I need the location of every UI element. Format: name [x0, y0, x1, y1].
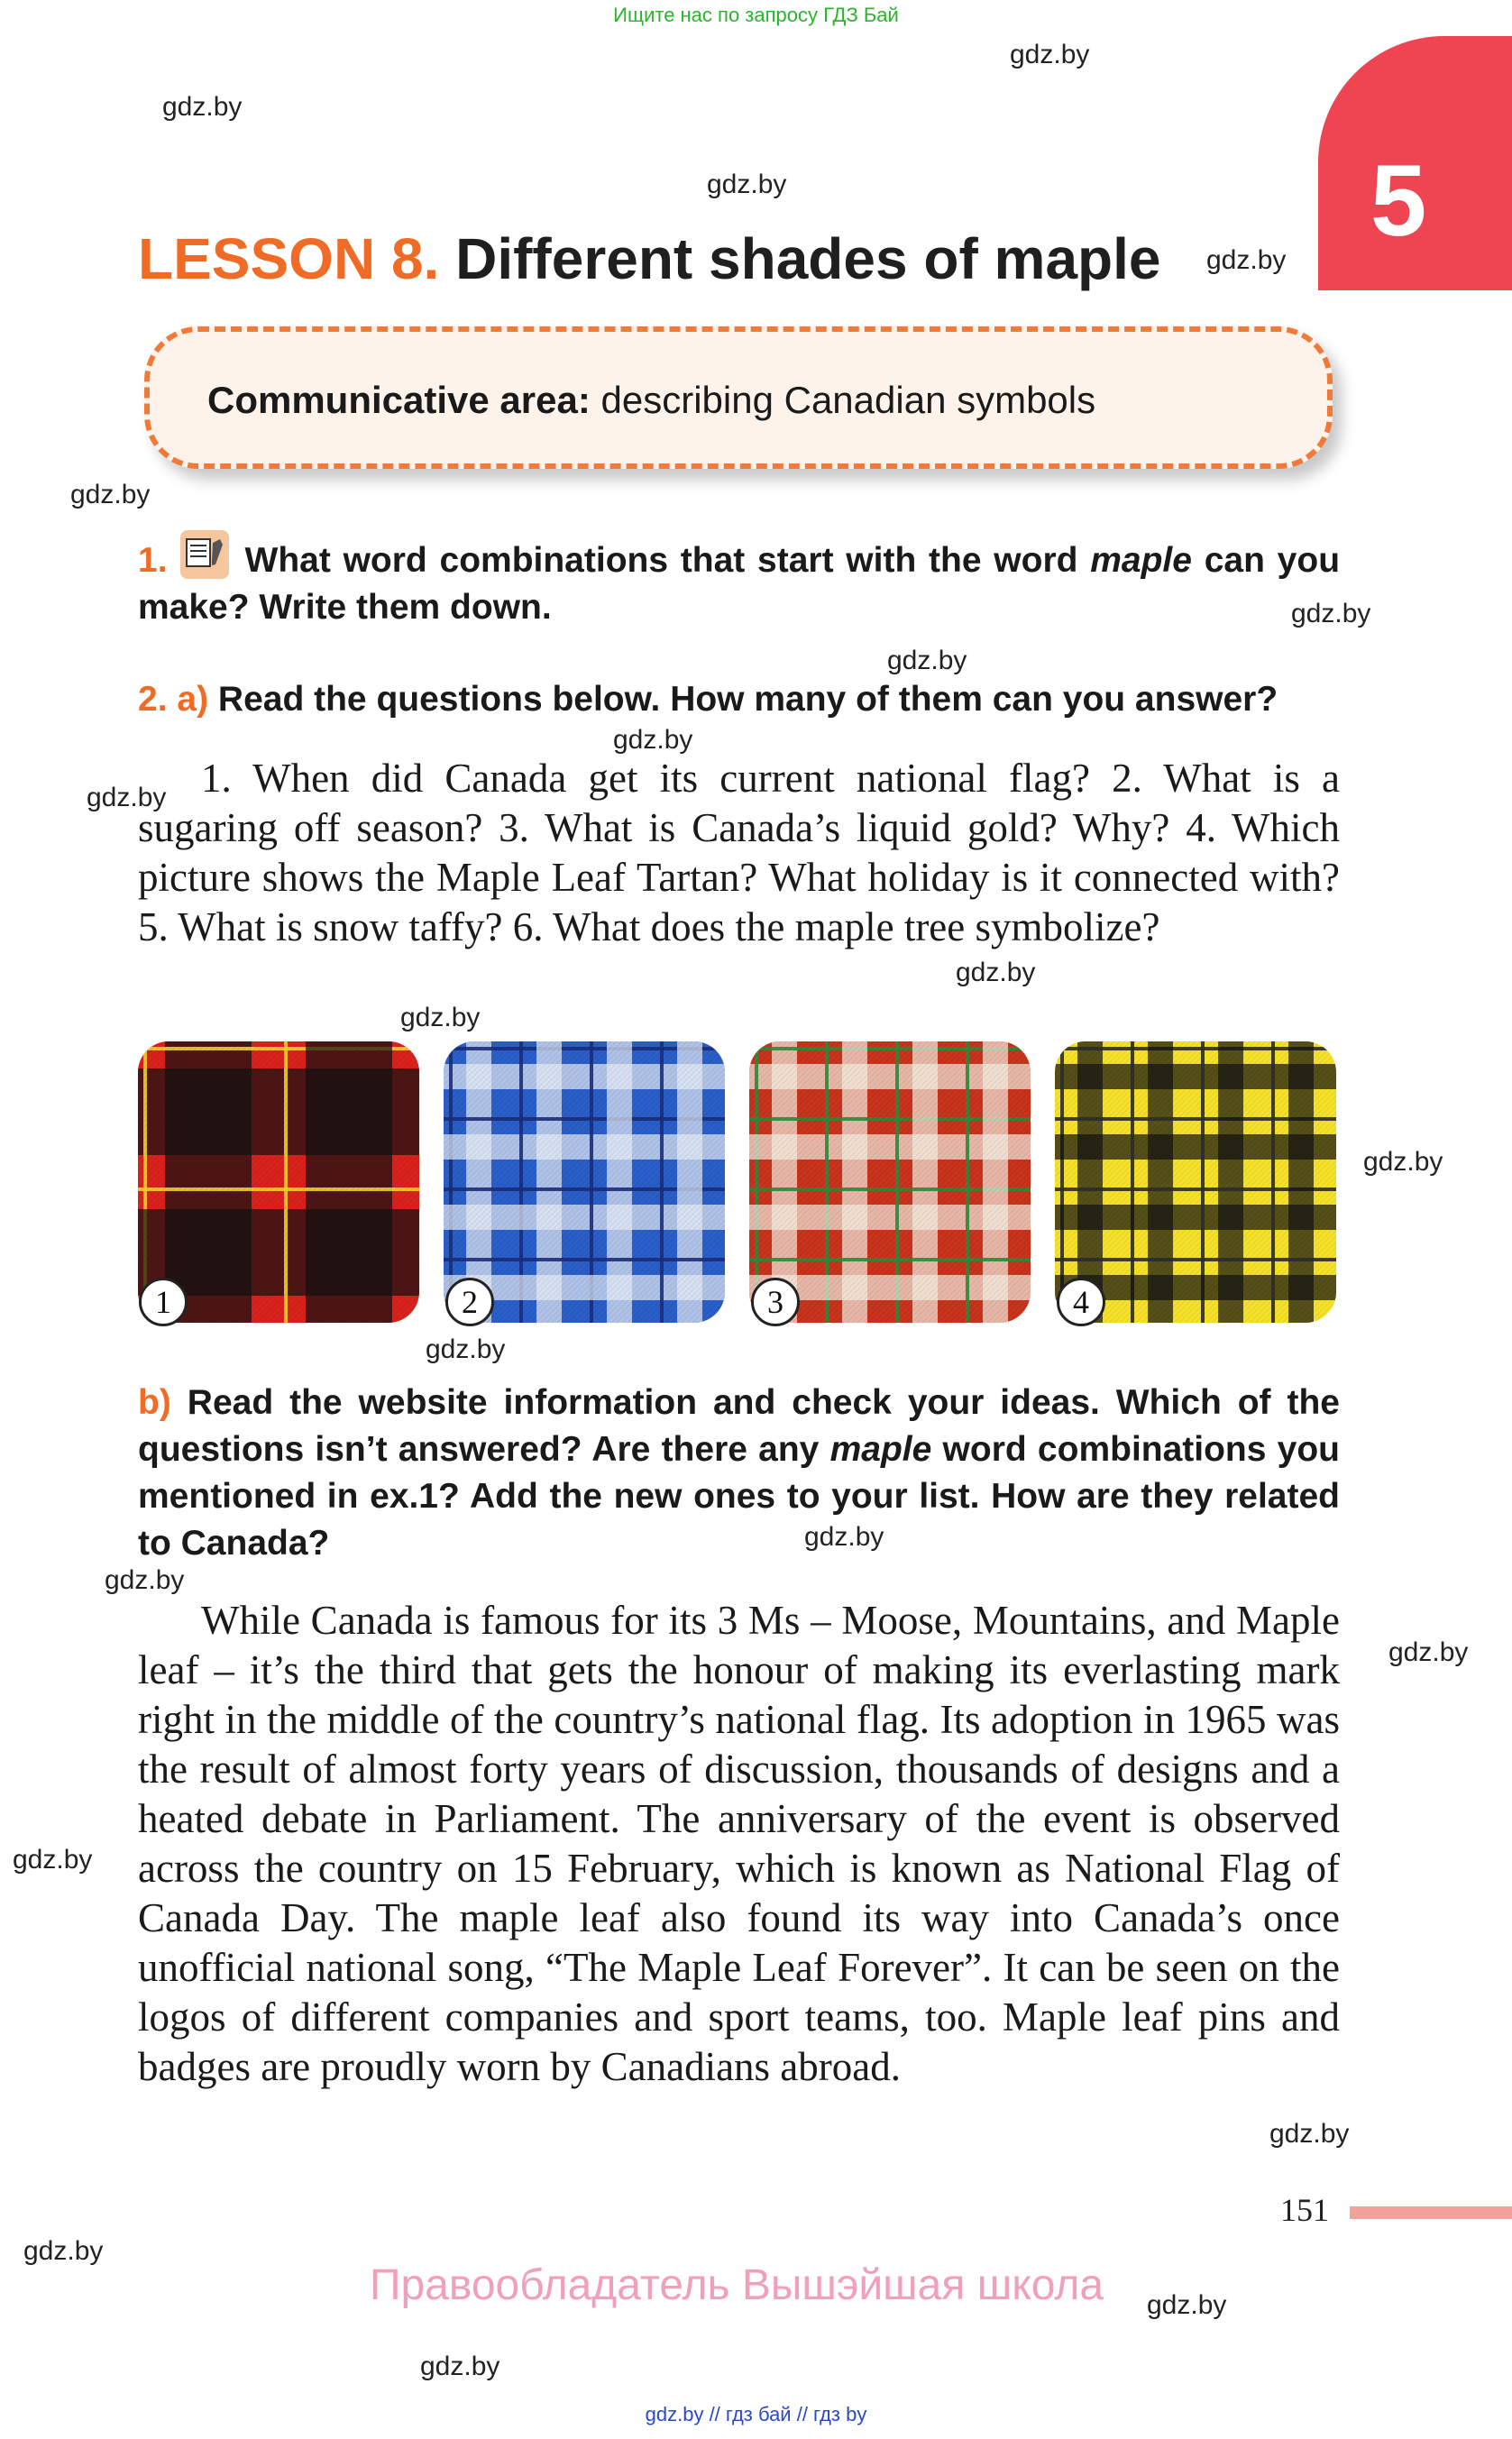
task-1: [138, 530, 1340, 631]
tartan-1-label: 1: [139, 1278, 188, 1326]
watermark: gdz.by: [804, 1522, 884, 1552]
watermark: gdz.by: [1010, 40, 1090, 69]
task-1-text-after: can you make? Write them down.: [138, 541, 1341, 627]
tartan-2-label: 2: [445, 1278, 494, 1326]
tartan-4-label: 4: [1057, 1278, 1105, 1326]
lesson-number: LESSON 8.: [138, 226, 440, 291]
lesson-title: [138, 225, 1161, 292]
watermark: gdz.by: [426, 1334, 506, 1364]
top-banner[interactable]: Ищите нас по запросу ГДЗ Бай: [613, 4, 899, 26]
lesson-heading: Different shades of maple: [455, 226, 1161, 291]
task-2a-text: Read the questions below. How many of them can you answer?: [217, 680, 1278, 719]
tartan-1-image: [138, 1041, 419, 1323]
task-2b-text-before: Read the website information and check your ideas. Which of the questions isn’t answered? Are there any: [138, 1383, 1340, 1469]
watermark: gdz.by: [87, 783, 167, 812]
task-2b: [138, 1380, 1340, 1567]
page-number-bar: [1350, 2206, 1512, 2219]
task-2-number: 2.: [138, 680, 168, 719]
communicative-area: [207, 379, 1095, 422]
watermark: gdz.by: [13, 1845, 93, 1875]
task-2b-text-after: word combinations you mentioned in ex.1? Add the new ones to your list. How are they related to Canada?: [138, 1430, 1341, 1563]
tartan-3-image: [749, 1041, 1031, 1323]
watermark: gdz.by: [613, 725, 693, 755]
task-2a: [138, 676, 1340, 723]
watermark: gdz.by: [105, 1565, 185, 1595]
watermark: gdz.by: [400, 1003, 481, 1032]
watermark: gdz.by: [23, 2236, 104, 2266]
task-2b-keyword: maple: [829, 1430, 932, 1469]
watermark: gdz.by: [162, 92, 243, 122]
chapter-number: 5: [1370, 144, 1427, 257]
watermark: gdz.by: [1147, 2290, 1227, 2320]
watermark: gdz.by: [1388, 1637, 1469, 1667]
questions-text: 1. When did Canada get its current national flag? 2. What is a sugaring off season? 3. What is Canada’s liquid gold? Why? 4. Which picture shows the Maple Leaf Tartan? What holiday is it connected with? 5. What is snow taffy? 6. What does the maple tree symbolize?: [138, 756, 1340, 949]
task-2b-part: b): [138, 1383, 171, 1422]
watermark: gdz.by: [956, 958, 1036, 987]
watermark: gdz.by: [1269, 2119, 1350, 2149]
task-1-keyword: maple: [1090, 541, 1192, 580]
tartan-3-label: 3: [751, 1278, 800, 1326]
tartan-4-image: [1055, 1041, 1336, 1323]
communicative-area-label: Communicative area:: [207, 379, 591, 421]
task-2a-part: a): [177, 680, 209, 719]
watermark: gdz.by: [70, 480, 151, 509]
writing-book-icon: [180, 530, 229, 579]
reading-passage: While Canada is famous for its 3 Ms – Moose, Mountains, and Maple leaf – it’s the third that gets the honour of making its everlasting mark right in the middle of the country’s national flag. Its adoption in 1965 was the result of almost forty years of discussion, thousands of designs and a heated debate in Parliament. The anniversary of the event is observed across the country on 15 February, which is known as National Flag of Canada Day. The maple leaf also found its way into Canada’s once unofficial national song, “The Maple Leaf Forever”. It can be seen on the logos of different companies and sport teams, too. Maple leaf pins and badges are proudly worn by Canadians abroad.: [138, 1598, 1340, 2089]
watermark: gdz.by: [887, 646, 967, 675]
watermark: gdz.by: [1291, 599, 1371, 628]
watermark: gdz.by: [1363, 1147, 1443, 1177]
bottom-banner[interactable]: gdz.by // гдз бай // гдз by: [645, 2403, 867, 2425]
watermark: gdz.by: [420, 2352, 500, 2381]
tartan-2-image: [444, 1041, 725, 1323]
copyright-notice: Правообладатель Вышэйшая школа: [370, 2261, 1104, 2309]
watermark: gdz.by: [707, 170, 787, 199]
task-1-number: 1.: [138, 541, 168, 580]
page-number: 151: [1280, 2192, 1329, 2228]
watermark: gdz.by: [1206, 245, 1287, 275]
task-1-text-before: What word combinations that start with the word: [244, 541, 1078, 580]
communicative-area-text: describing Canadian symbols: [600, 379, 1096, 421]
